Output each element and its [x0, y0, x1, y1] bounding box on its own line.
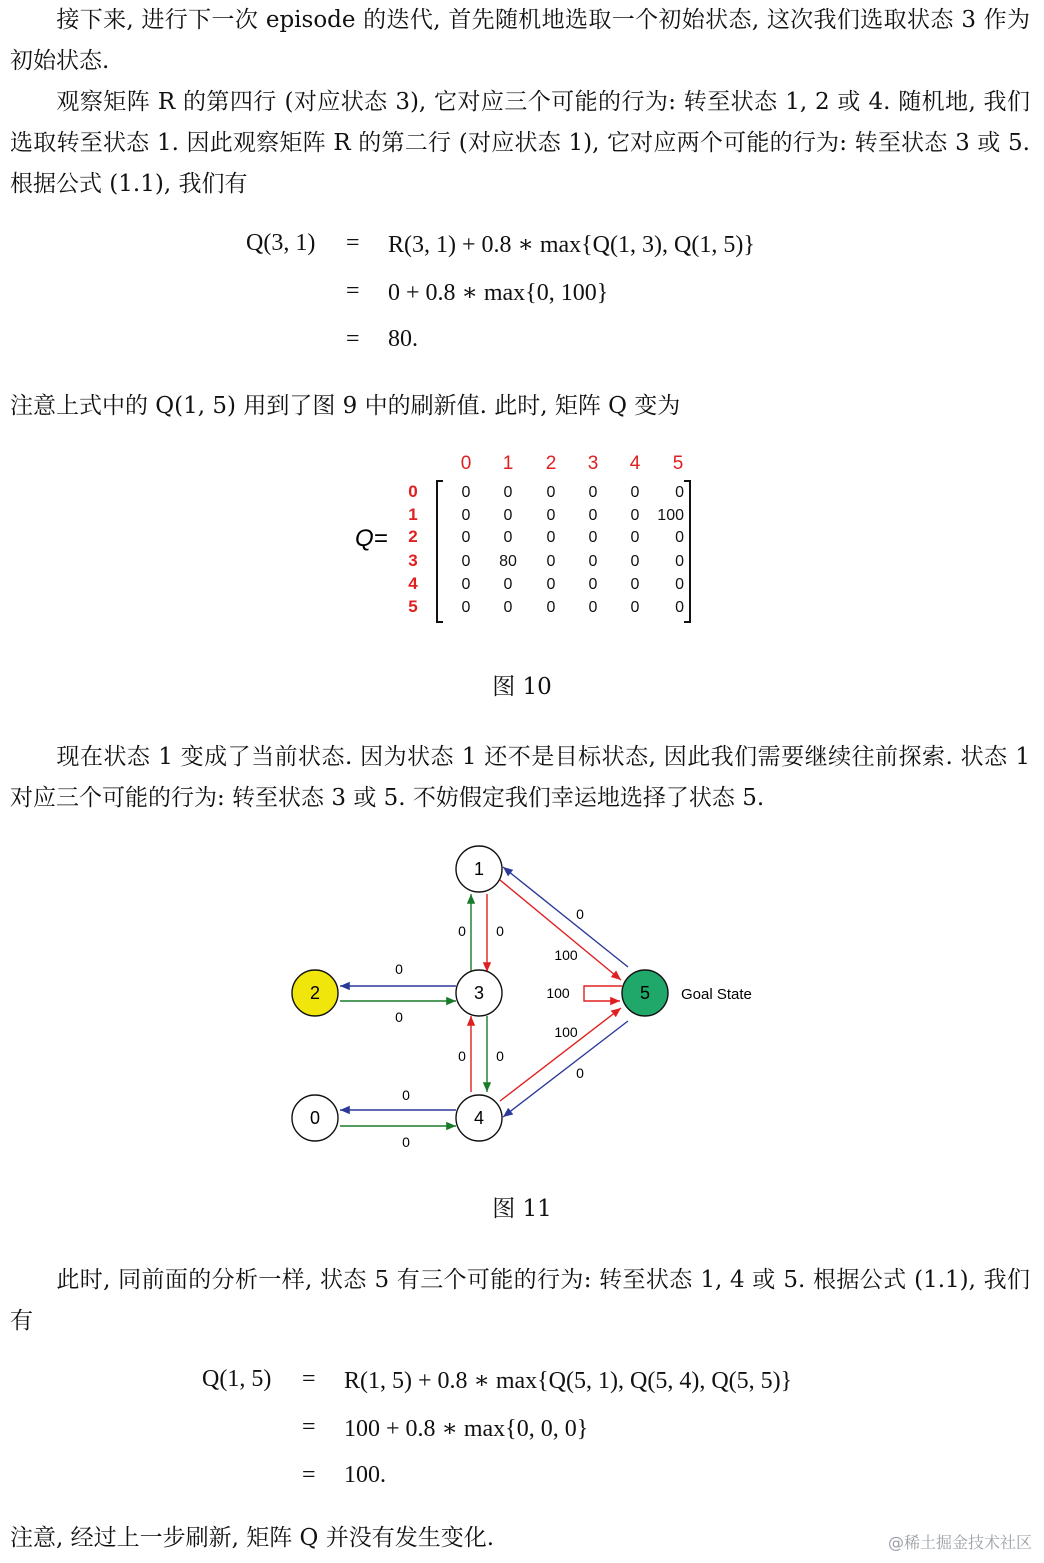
paragraph-4: 现在状态 1 变成了当前状态. 因为状态 1 还不是目标状态, 因此我们需要继续往前探索. 状态 1 对应三个可能的行为: 转至状态 3 或 5. 不妨假定我们幸运地选择了状态 5.: [10, 744, 1030, 811]
matrix-cell: 0: [546, 576, 556, 593]
left-bracket: [437, 481, 443, 622]
matrix-cell: 0: [461, 484, 471, 501]
matrix-cell: 0: [588, 529, 598, 546]
right-bracket: [684, 481, 690, 622]
edge-1-5: [500, 880, 621, 980]
matrix-cell: 80: [499, 553, 517, 570]
node-label: 2: [309, 983, 321, 1003]
matrix-row-header: 0: [408, 482, 418, 501]
edge-label: 0: [576, 906, 584, 922]
matrix-col-header: 0: [460, 453, 472, 474]
watermark: @稀土掘金技术社区: [887, 1533, 1032, 1552]
matrix-col-header: 3: [587, 453, 599, 474]
equation-row: R(3, 1) + 0.8 ∗ max{Q(1, 3), Q(1, 5)}: [388, 232, 755, 258]
matrix-cell: 0: [588, 553, 598, 570]
matrix-cell: 0: [546, 529, 556, 546]
matrix-cell: 0: [588, 576, 598, 593]
matrix-cell: 0: [461, 576, 471, 593]
figure-10-caption: 图 10: [492, 674, 552, 700]
figure-11-caption: 图 11: [492, 1196, 552, 1222]
matrix-cell: 0: [630, 529, 640, 546]
matrix-col-header: 1: [502, 453, 514, 474]
matrix-cell: 0: [461, 529, 471, 546]
matrix-col-header: 4: [629, 453, 641, 474]
q-matrix: [0, 440, 1044, 640]
matrix-cell: 0: [546, 553, 556, 570]
matrix-row-header: 5: [408, 597, 418, 616]
matrix-row-header: 2: [408, 527, 418, 546]
equation-row: 100 + 0.8 ∗ max{0, 0, 0}: [344, 1416, 589, 1442]
matrix-cell: 0: [630, 507, 640, 524]
matrix-cell: 0: [503, 507, 513, 524]
paragraph-1: 接下来, 进行下一次 episode 的迭代, 首先随机地选取一个初始状态, 这次我们选取状态 3 作为初始状态.: [10, 7, 1030, 74]
matrix-cell: 0: [588, 484, 598, 501]
matrix-row-header: 1: [408, 505, 418, 524]
matrix-cell: 0: [630, 599, 640, 616]
equation-lhs: Q(1, 5): [202, 1366, 272, 1392]
edge-label: 0: [496, 923, 504, 939]
node-label: 1: [473, 859, 485, 879]
paragraph-3: 注意上式中的 Q(1, 5) 用到了图 9 中的刷新值. 此时, 矩阵 Q 变为: [10, 393, 681, 419]
edge-4-5: [500, 1008, 621, 1101]
equation-row: 80.: [388, 326, 418, 352]
equation-row: 100.: [344, 1462, 386, 1488]
paragraph-6: 注意, 经过上一步刷新, 矩阵 Q 并没有发生变化.: [10, 1525, 495, 1551]
matrix-row-header: 4: [408, 574, 418, 593]
matrix-cell: 0: [675, 484, 684, 501]
matrix-cell: 0: [675, 553, 684, 570]
paragraph-2: 观察矩阵 R 的第四行 (对应状态 3), 它对应三个可能的行为: 转至状态 1, 2 或 4. 随机地, 我们选取转至状态 1. 因此观察矩阵 R 的第二行 (对应状态 1), 它对应两个可能的行为: 转至状态 3 或 5. 根据公式 (1.1), 我们有: [10, 89, 1030, 197]
equation-lhs: Q(3, 1): [246, 230, 316, 256]
node-label: 5: [639, 983, 651, 1003]
edge-5-5: [584, 986, 622, 1001]
equation-1: Q(3, 1) = R(3, 1) + 0.8 ∗ max{Q(1, 3), Q(1, 5)} = 0 + 0.8 ∗ max{0, 100} = 80.: [246, 230, 755, 352]
matrix-cell: 0: [630, 553, 640, 570]
node-label: 3: [473, 983, 485, 1003]
matrix-cell: 0: [461, 553, 471, 570]
state-graph: [0, 830, 1044, 1150]
edge-label: 0: [458, 1048, 466, 1064]
equation-2: Q(1, 5) = R(1, 5) + 0.8 ∗ max{Q(5, 1), Q(5, 4), Q(5, 5)} = 100 + 0.8 ∗ max{0, 0, 0} = 100.: [202, 1366, 793, 1488]
edge-label: 0: [496, 1048, 504, 1064]
matrix-cell: 0: [461, 507, 471, 524]
matrix-row-header: 3: [408, 551, 418, 570]
edge-label: 0: [395, 1009, 403, 1025]
matrix-cell: 0: [675, 599, 684, 616]
equation-row: R(1, 5) + 0.8 ∗ max{Q(5, 1), Q(5, 4), Q(5, 5)}: [344, 1368, 793, 1394]
node-label: 4: [473, 1108, 485, 1128]
equation-row: 0 + 0.8 ∗ max{0, 100}: [388, 280, 609, 306]
edge-label: 0: [576, 1065, 584, 1081]
node-label: 0: [309, 1108, 321, 1128]
edge-label: 0: [458, 923, 466, 939]
matrix-cell: 100: [657, 507, 684, 524]
edge-label: 0: [402, 1087, 410, 1103]
matrix-cell: 0: [588, 507, 598, 524]
goal-state-label: Goal State: [681, 986, 752, 1003]
edge-label: 0: [402, 1134, 410, 1150]
paragraph-5: 此时, 同前面的分析一样, 状态 5 有三个可能的行为: 转至状态 1, 4 或 5. 根据公式 (1.1), 我们有: [10, 1267, 1030, 1334]
edge-label: 100: [546, 985, 570, 1001]
edge-label: 100: [554, 1024, 578, 1040]
matrix-col-header: 5: [672, 453, 684, 474]
matrix-cell: 0: [461, 599, 471, 616]
matrix-cell: 0: [503, 599, 513, 616]
matrix-cell: 0: [503, 484, 513, 501]
matrix-cell: 0: [675, 576, 684, 593]
matrix-cell: 0: [546, 599, 556, 616]
edge-label: 100: [554, 947, 578, 963]
matrix-cell: 0: [503, 529, 513, 546]
matrix-cell: 0: [675, 529, 684, 546]
edge-label: 0: [395, 961, 403, 977]
matrix-cell: 0: [630, 576, 640, 593]
matrix-label: Q=: [355, 525, 388, 552]
matrix-cell: 0: [630, 484, 640, 501]
matrix-cell: 0: [588, 599, 598, 616]
matrix-cell: 0: [503, 576, 513, 593]
matrix-cell: 0: [546, 507, 556, 524]
matrix-col-header: 2: [545, 453, 557, 474]
matrix-cell: 0: [546, 484, 556, 501]
